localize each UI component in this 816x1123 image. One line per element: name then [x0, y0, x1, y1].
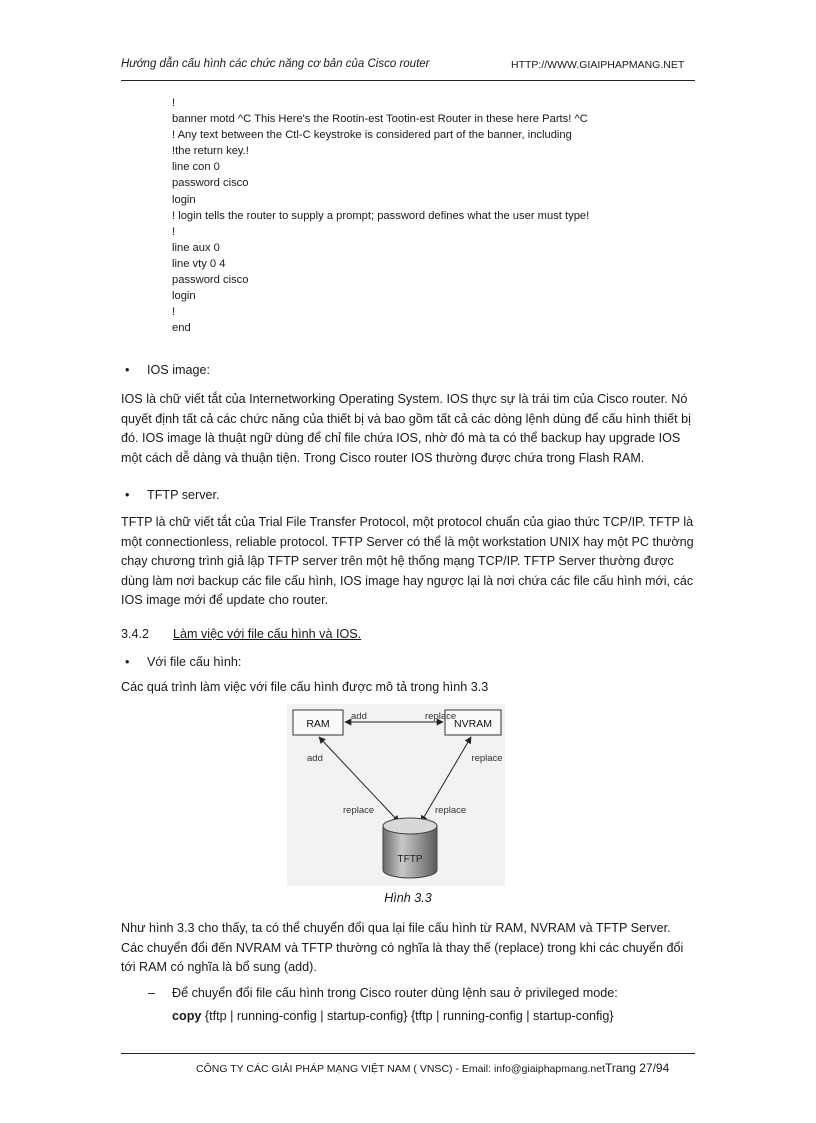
dash-item [148, 986, 618, 1000]
add-left-label: add [307, 753, 323, 764]
header-rule [121, 80, 695, 81]
section-number: 3.4.2 [121, 627, 150, 641]
footer-company: CÔNG TY CÁC GIẢI PHÁP MẠNG VIỆT NAM ( VNSC) - Email: info@giaiphapmang.net [196, 1063, 606, 1075]
page-header [121, 58, 693, 78]
code-line: !the return key.! [172, 145, 249, 158]
add-top-label: add [351, 711, 367, 722]
bullet-label: Với file cấu hình: [147, 655, 242, 669]
code-line: ! login tells the router to supply a prompt; password defines what the user must type! [172, 209, 590, 222]
command-keyword: copy [172, 1009, 202, 1023]
code-line: ! Any text between the Ctl-C keystroke is considered part of the banner, including [172, 129, 572, 142]
document-title: Hướng dẫn cấu hình các chức năng cơ bản của Cisco router [121, 58, 430, 70]
bullet-tftp [125, 486, 220, 506]
section-heading [121, 627, 361, 641]
code-line: password cisco [172, 274, 249, 287]
replace-left-bottom-label: replace [343, 805, 375, 816]
code-line: line con 0 [172, 161, 220, 174]
config-transfer-diagram [287, 704, 505, 886]
bullet-ios [125, 361, 210, 381]
code-line: ! [172, 97, 176, 109]
bullet-config [125, 653, 241, 673]
code-line: line aux 0 [172, 241, 220, 254]
page-number: Trang 27/94 [605, 1061, 670, 1075]
dash-text: Để chuyển đổi file cấu hình trong Cisco router dùng lệnh sau ở privileged mode: [172, 986, 618, 1000]
footer-rule [121, 1053, 695, 1054]
section-title: Làm việc với file cấu hình và IOS. [173, 627, 362, 641]
config-code-block [172, 95, 589, 336]
code-line: line vty 0 4 [172, 257, 226, 270]
bullet-icon: • [125, 363, 130, 377]
code-line: ! [172, 225, 176, 238]
ios-paragraph: IOS là chữ viết tắt của Internetworking Operating System. IOS thực sự là trái tim của Cisco router. Nó quyết định tất cả các chức năng của thiết bị và bao gồm tất cả các dòng lệnh dùng để cấu hình thiết bị đó. IOS image là thuật ngữ dùng để chỉ file chứa IOS, nhờ đó mà ta có thể backup hay upgrade IOS một cách dễ dàng và thuận tiện. Trong Cisco router IOS thường được chứa trong Flash RAM. [121, 392, 691, 465]
code-line: password cisco [172, 177, 249, 190]
bullet-icon: • [125, 488, 130, 502]
code-line: login [172, 290, 196, 303]
code-line: end [172, 322, 191, 335]
page-footer [196, 1061, 669, 1075]
website-url[interactable]: HTTP://WWW.GIAIPHAPMANG.NET [511, 59, 685, 71]
config-intro: Các quá trình làm việc với file cấu hình được mô tả trong hình 3.3 [121, 680, 489, 694]
tftp-label: TFTP [397, 854, 423, 865]
nvram-label: NVRAM [454, 718, 492, 730]
replace-right-label: replace [471, 753, 503, 764]
bullet-label: TFTP server. [147, 488, 220, 502]
copy-command [172, 1009, 614, 1023]
bullet-icon: • [125, 655, 130, 669]
tftp-paragraph: TFTP là chữ viết tắt của Trial File Transfer Protocol, một protocol chuẩn của giao thức TCP/IP. TFTP là một connectionless, reliable protocol. TFTP Server có thể là một workstation UNIX hay một PC thường chạy chương trình giả lập TFTP server trên một hệ thống mạng TCP/IP. TFTP Server thường được dùng làm nơi backup các file cấu hình, IOS image hay ngược lại là nơi chứa các file cấu hình mới, các IOS image mới để update cho router. [121, 515, 694, 608]
after-figure-paragraph: Như hình 3.3 cho thấy, ta có thể chuyển đổi qua lại file cấu hình từ RAM, NVRAM và TFTP Server. Các chuyển đổi đến NVRAM và TFTP thường có nghĩa là thay thế (replace) trong khi các chuyển đổi tới RAM có nghĩa là bổ sung (add). [121, 921, 684, 975]
figure-caption: Hình 3.3 [384, 891, 432, 905]
replace-top-label: replace [425, 711, 457, 722]
ram-label: RAM [306, 718, 330, 730]
code-line: ! [172, 306, 176, 319]
replace-right-bottom-label: replace [435, 805, 467, 816]
command-args: {tftp | running-config | startup-config} {tftp | running-config | startup-config} [204, 1009, 614, 1023]
dash-icon: – [148, 986, 156, 1000]
code-line: banner motd ^C This Here's the Rootin-est Tootin-est Router in these here Parts! ^C [172, 113, 588, 126]
tftp-cylinder-top [383, 818, 437, 834]
bullet-label: IOS image: [147, 363, 210, 377]
code-line: login [172, 193, 196, 206]
